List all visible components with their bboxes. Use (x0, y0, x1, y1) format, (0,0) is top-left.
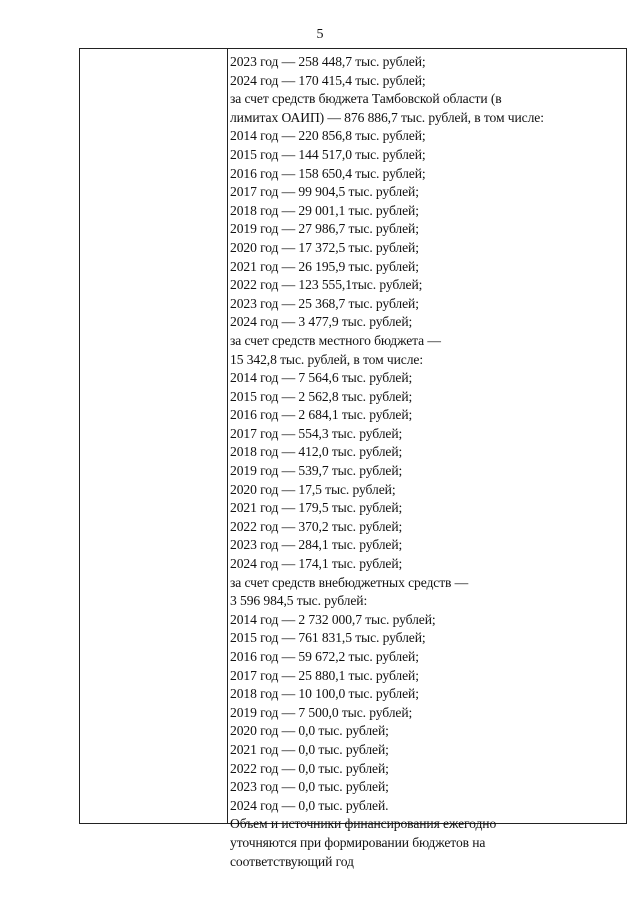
text-line: 2015 год — 761 831,5 тыс. рублей; (230, 630, 426, 646)
text-line: за счет средств внебюджетных средств — (230, 574, 469, 590)
text-line: 2020 год — 17,5 тыс. рублей; (230, 481, 396, 497)
text-line: 2017 год — 99 904,5 тыс. рублей; (230, 184, 419, 200)
text-line: за счет средств местного бюджета — (230, 332, 441, 348)
text-line: 2021 год — 26 195,9 тыс. рублей; (230, 258, 419, 274)
text-line: 2018 год — 412,0 тыс. рублей; (230, 444, 403, 460)
text-line: 2022 год — 0,0 тыс. рублей; (230, 760, 389, 776)
text-line: 2023 год — 25 368,7 тыс. рублей; (230, 295, 419, 311)
text-line: 2016 год — 158 650,4 тыс. рублей; (230, 165, 426, 181)
text-line: 3 596 984,5 тыс. рублей: (230, 593, 368, 609)
text-line: 2023 год — 0,0 тыс. рублей; (230, 779, 389, 795)
text-line: 2023 год — 284,1 тыс. рублей; (230, 537, 403, 553)
text-line: 2024 год — 3 477,9 тыс. рублей; (230, 314, 413, 330)
text-line: 2019 год — 539,7 тыс. рублей; (230, 463, 403, 479)
text-line: 2023 год — 258 448,7 тыс. рублей; (230, 54, 426, 69)
text-line: 2024 год — 174,1 тыс. рублей; (230, 556, 403, 572)
text-line: 2021 год — 179,5 тыс. рублей; (230, 500, 403, 516)
text-line: соответствующий год (230, 853, 354, 869)
text-line: 2017 год — 25 880,1 тыс. рублей; (230, 667, 419, 683)
financing-table (79, 48, 627, 869)
text-line: 2020 год — 17 372,5 тыс. рублей; (230, 239, 419, 255)
text-line: 2017 год — 554,3 тыс. рублей; (230, 425, 403, 441)
text-line: 2015 год — 2 562,8 тыс. рублей; (230, 388, 413, 404)
text-line: 2014 год — 7 564,6 тыс. рублей; (230, 370, 413, 386)
text-line: 2018 год — 10 100,0 тыс. рублей; (230, 686, 419, 702)
text-line: 2024 год — 0,0 тыс. рублей. (230, 797, 389, 813)
text-line: уточняются при формировании бюджетов на (230, 834, 486, 850)
text-line: за счет средств бюджета Тамбовской области (в (230, 91, 502, 107)
text-line: 2014 год — 2 732 000,7 тыс. рублей; (230, 611, 436, 627)
text-line: 2016 год — 2 684,1 тыс. рублей; (230, 407, 413, 423)
page-number: 5 (316, 27, 324, 42)
text-line: 2022 год — 123 555,1тыс. рублей; (230, 277, 423, 293)
text-line: 2015 год — 144 517,0 тыс. рублей; (230, 146, 426, 162)
text-line: 2021 год — 0,0 тыс. рублей; (230, 741, 389, 757)
text-line: 2019 год — 27 986,7 тыс. рублей; (230, 221, 419, 237)
text-line: 2014 год — 220 856,8 тыс. рублей; (230, 128, 426, 144)
text-line: 2016 год — 59 672,2 тыс. рублей; (230, 649, 419, 664)
table-right-cell (230, 53, 622, 871)
table-left-cell (80, 49, 227, 823)
text-line: лимитах ОАИП) — 876 886,7 тыс. рублей, в том числе: (230, 109, 544, 125)
text-line: 2019 год — 7 500,0 тыс. рублей; (230, 704, 413, 720)
text-line: 2018 год — 29 001,1 тыс. рублей; (230, 202, 419, 218)
text-line: 2024 год — 170 415,4 тыс. рублей; (230, 72, 426, 88)
text-line: 2022 год — 370,2 тыс. рублей; (230, 518, 403, 534)
text-line: 15 342,8 тыс. рублей, в том числе: (230, 351, 424, 367)
column-divider (227, 49, 228, 823)
text-line: 2020 год — 0,0 тыс. рублей; (230, 723, 389, 739)
text-line: Объем и источники финансирования ежегодно (230, 816, 497, 832)
